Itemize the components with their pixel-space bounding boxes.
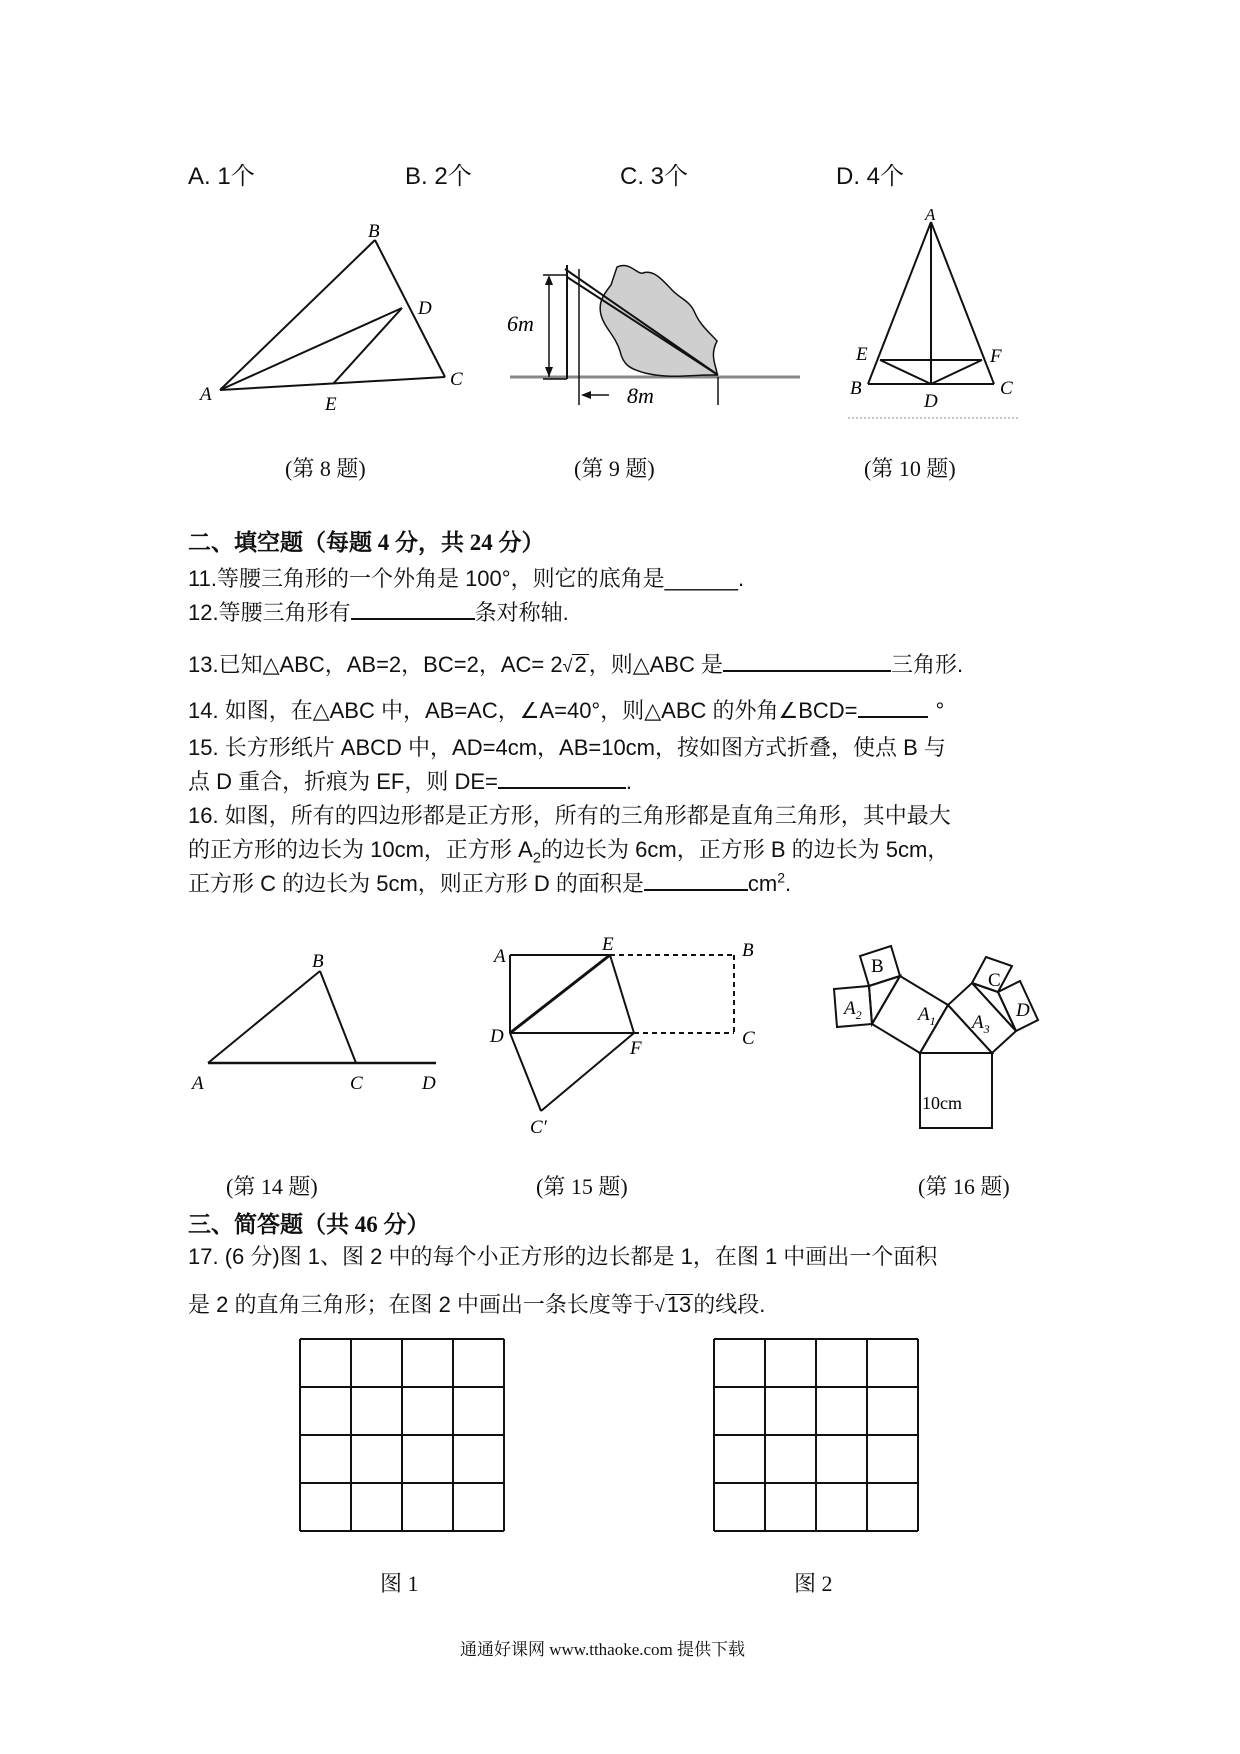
option-b: B. 2个 — [405, 163, 472, 190]
question-16-line3 — [188, 867, 791, 898]
fig15-label-c: C — [742, 1028, 755, 1049]
question-17-line1: 17. (6 分)图 1、图 2 中的每个小正方形的边长都是 1，在图 1 中画出一个面积 — [188, 1244, 938, 1269]
question-12 — [188, 596, 569, 627]
q13-radicand: 2 — [574, 652, 587, 677]
q13-pre: 13.已知△ABC，AB=2，BC=2，AC= 2 — [188, 652, 563, 677]
q17-radicand: 13 — [666, 1292, 692, 1317]
q12-post: 条对称轴. — [474, 600, 569, 625]
option-a: A. 1个 — [188, 163, 255, 190]
fig10-label-f: F — [990, 346, 1002, 367]
q14-pre: 14. 如图，在△ABC 中，AB=AC，∠A=40°，则△ABC 的外角∠BCD= — [188, 698, 858, 723]
fig14-label-c: C — [350, 1073, 363, 1094]
q16-end: . — [785, 871, 792, 896]
q12-blank — [351, 596, 475, 620]
fig15-label-cprime: C′ — [530, 1117, 547, 1138]
question-16-line2 — [188, 833, 949, 866]
figure-15 — [480, 930, 770, 1140]
section3-title: 三、简答题（共 46 分） — [188, 1212, 430, 1237]
q15-pre: 点 D 重合，折痕为 EF，则 DE= — [188, 769, 498, 794]
fig8-label-e: E — [325, 394, 337, 415]
fig9-label-length: 8m — [627, 383, 654, 408]
figure-10 — [838, 208, 1028, 428]
fig16-label-a1: $A_1$ — [918, 1004, 936, 1028]
option-c: C. 3个 — [620, 163, 689, 190]
fig10-label-d: D — [924, 391, 938, 412]
fig8-label-a: A — [200, 384, 212, 405]
q13-mid: ，则△ABC 是 — [588, 652, 723, 677]
q17-line2-post: 的线段. — [693, 1292, 766, 1317]
fig15-label-d: D — [490, 1026, 504, 1047]
fig16-label-c: C — [988, 970, 1001, 991]
q14-post: ° — [935, 698, 945, 723]
fig10-label-a: A — [925, 208, 936, 224]
fig14-label-b: B — [312, 951, 324, 972]
section2-title: 二、填空题（每题 4 分，共 24 分） — [188, 530, 545, 555]
q13-blank — [723, 648, 891, 672]
figure-14 — [188, 935, 448, 1095]
question-15-line2 — [188, 765, 632, 796]
fig8-label-c: C — [450, 369, 463, 390]
question-17-line2: 是 2 的直角三角形；在图 2 中画出一条长度等于√13的线段. — [188, 1292, 766, 1317]
caption-q14: (第 14 题) — [226, 1174, 318, 1199]
q16-line2-sub: 2 — [532, 849, 542, 867]
figure-16 — [822, 910, 1070, 1136]
caption-q15: (第 15 题) — [536, 1174, 628, 1199]
fig15-label-b: B — [742, 940, 754, 961]
q17-line2-pre: 是 2 的直角三角形；在图 2 中画出一条长度等于 — [188, 1292, 655, 1317]
q15-post: . — [625, 769, 632, 794]
fig16-label-d: D — [1016, 1000, 1030, 1021]
q15-blank — [498, 765, 626, 789]
caption-fig1: 图 1 — [380, 1571, 419, 1596]
question-11: 11.等腰三角形的一个外角是 100°，则它的底角是______. — [188, 566, 745, 591]
question-16-line1: 16. 如图，所有的四边形都是正方形，所有的三角形都是直角三角形，其中最大 — [188, 803, 951, 828]
fig14-label-a: A — [192, 1073, 204, 1094]
figure-8 — [190, 220, 480, 420]
footer: 通通好课网 www.tthaoke.com 提供下载 — [460, 1640, 746, 1659]
q16-line2-a: 的正方形的边长为 10cm，正方形 A — [188, 837, 533, 862]
q13-post: 三角形. — [891, 652, 964, 677]
q16-blank — [644, 867, 748, 891]
caption-q9: (第 9 题) — [574, 456, 655, 481]
q16-unit: cm — [747, 871, 778, 896]
grid-figure-2 — [712, 1337, 922, 1533]
question-13: 13.已知△ABC，AB=2，BC=2，AC= 2√2，则△ABC 是 三角形. — [188, 648, 963, 679]
option-d: D. 4个 — [836, 163, 905, 190]
fig10-label-b: B — [850, 378, 862, 399]
fig9-label-height: 6m — [507, 311, 534, 336]
fig15-label-e: E — [602, 934, 614, 955]
fig8-label-d: D — [418, 298, 432, 319]
caption-q10: (第 10 题) — [864, 456, 956, 481]
q16-sup: 2 — [777, 869, 786, 886]
caption-fig2: 图 2 — [794, 1571, 833, 1596]
fig8-label-b: B — [368, 221, 380, 242]
grid-figure-1 — [298, 1337, 508, 1533]
q14-blank — [858, 694, 928, 718]
q16-line2-b: 的边长为 6cm，正方形 B 的边长为 5cm， — [541, 837, 950, 862]
fig15-label-a: A — [494, 946, 506, 967]
fig15-label-f: F — [630, 1038, 642, 1059]
q16-line3-pre: 正方形 C 的边长为 5cm，则正方形 D 的面积是 — [188, 871, 644, 896]
fig16-label-a2: $A_2$ — [844, 998, 862, 1022]
fig16-label-a3: $A_3$ — [972, 1012, 990, 1036]
caption-q16: (第 16 题) — [918, 1174, 1010, 1199]
fig10-label-e: E — [856, 344, 868, 365]
q12-pre: 12.等腰三角形有 — [188, 600, 351, 625]
fig14-label-d: D — [422, 1073, 436, 1094]
figure-9 — [505, 255, 805, 415]
question-14 — [188, 694, 944, 725]
fig16-label-side: 10cm — [922, 1093, 962, 1113]
fig16-label-b: B — [871, 956, 884, 977]
fig10-label-c: C — [1000, 378, 1013, 399]
caption-q8: (第 8 题) — [285, 456, 366, 481]
question-15-line1: 15. 长方形纸片 ABCD 中，AD=4cm，AB=10cm，按如图方式折叠，使点 B 与 — [188, 735, 946, 760]
